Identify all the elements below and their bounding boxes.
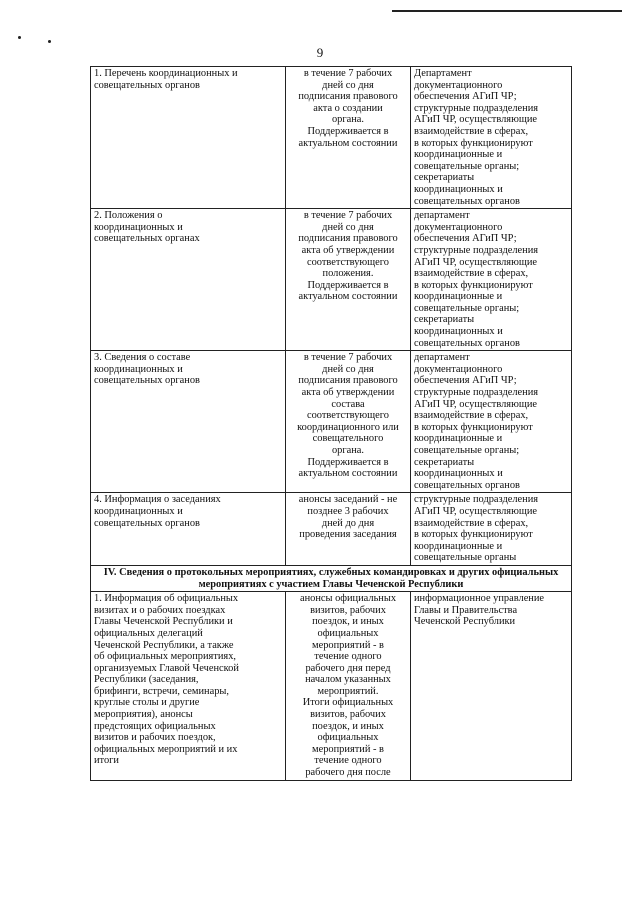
responsible-cell: департамент документационного обеспечения АГиП ЧР; структурные подразделения АГиП ЧР, осуществляющие взаимодействие в сферах, в которых функционируют координационные и совещательные органы; секретариаты координационных и совещательных органов — [411, 351, 572, 493]
item-cell: 4. Информация о заседаниях координационных и совещательных органов — [91, 493, 286, 566]
item-cell: 2. Положения о координационных и совещательных органах — [91, 209, 286, 351]
responsible-cell: Департамент документационного обеспечения АГиП ЧР; структурные подразделения АГиП ЧР, осуществляющие взаимодействие в сферах, в которых функционируют координационные и совещательные органы; секретариаты координационных и совещательных органов — [411, 67, 572, 209]
top-rule — [392, 10, 622, 12]
responsible-cell: информационное управление Главы и Правительства Чеченской Республики — [411, 592, 572, 781]
table-row — [91, 209, 572, 351]
page-number: 9 — [316, 45, 324, 60]
section-heading: IV. Сведения о протокольных мероприятиях, служебных командировках и других официальных мероприятиях с участием Главы Чеченской Республики — [91, 565, 572, 591]
deadline-cell: в течение 7 рабочих дней со дня подписания правового акта об утверждении состава соответствующего координационного или совещательного органа. Поддерживается в актуальном состоянии — [286, 351, 411, 493]
scan-mark — [18, 36, 21, 39]
publication-schedule-table — [90, 66, 572, 781]
table-row — [91, 351, 572, 493]
item-cell: 3. Сведения о составе координационных и совещательных органов — [91, 351, 286, 493]
table-row — [91, 493, 572, 566]
deadline-cell: в течение 7 рабочих дней со дня подписания правового акта о создании органа. Поддерживается в актуальном состоянии — [286, 67, 411, 209]
responsible-cell: структурные подразделения АГиП ЧР, осуществляющие взаимодействие в сферах, в которых функционируют координационные и совещательные органы — [411, 493, 572, 566]
table-row — [91, 592, 572, 781]
item-cell: 1. Перечень координационных и совещательных органов — [91, 67, 286, 209]
deadline-cell: анонсы заседаний - не позднее 3 рабочих дней до дня проведения заседания — [286, 493, 411, 566]
deadline-cell: в течение 7 рабочих дней со дня подписания правового акта об утверждении соответствующего положения. Поддерживается в актуальном состоянии — [286, 209, 411, 351]
item-cell: 1. Информация об официальных визитах и о рабочих поездках Главы Чеченской Республики и официальных делегаций Чеченской Республики, а также об официальных мероприятиях, организуемых Главой Чеченской Республики (заседания, брифинги, встречи, семинары, круглые столы и другие мероприятия), анонсы предстоящих официальных визитов и рабочих поездок, официальных мероприятий и их итоги — [91, 592, 286, 781]
scan-mark — [48, 40, 51, 43]
deadline-cell: анонсы официальных визитов, рабочих поездок, и иных официальных мероприятий - в течение одного рабочего дня перед началом указанных мероприятий. Итоги официальных визитов, рабочих поездок, и иных официальных мероприятий - в течение одного рабочего дня после — [286, 592, 411, 781]
table-row — [91, 67, 572, 209]
section-heading-row — [91, 565, 572, 591]
responsible-cell: департамент документационного обеспечения АГиП ЧР; структурные подразделения АГиП ЧР, осуществляющие взаимодействие в сферах, в которых функционируют координационные и совещательные органы; секретариаты координационных и совещательных органов — [411, 209, 572, 351]
